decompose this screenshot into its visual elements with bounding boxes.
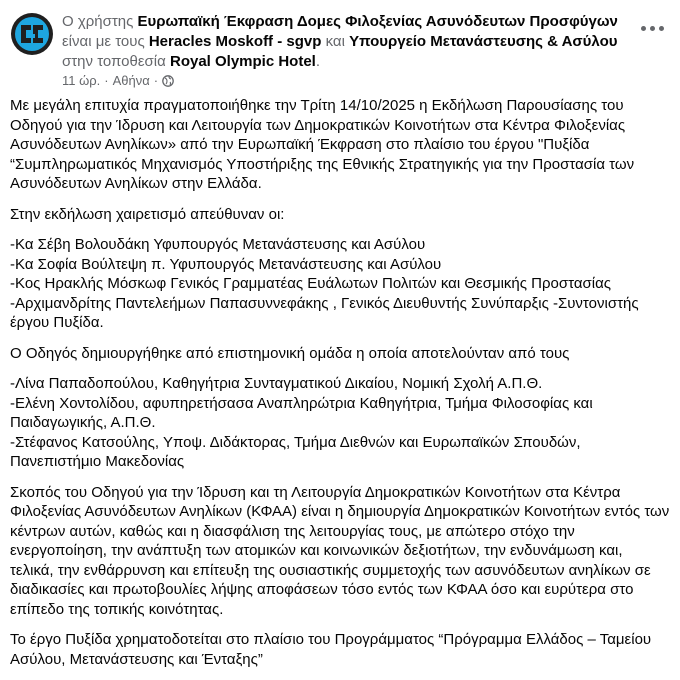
post-meta [62,73,174,88]
more-dot [650,26,655,31]
globe-icon [162,75,174,87]
team-member: -Ελένη Χοντολίδου, αφυπηρετήσασα Αναπληρώτρια Καθηγήτρια, Τμήμα Φιλοσοφίας και Παιδαγωγικής, Α.Π.Θ. [10,394,593,431]
more-dot [659,26,664,31]
team-member: -Λίνα Παπαδοπούλου, Καθηγήτρια Συνταγματικού Δικαίου, Νομική Σχολή Α.Π.Θ. [10,375,543,392]
more-options-icon[interactable] [634,18,670,38]
location-text: στην τοποθεσία [62,53,170,70]
paragraph-team-title: Ο Οδηγός δημιουργήθηκε από επιστημονική ομάδα η οποία αποτελούνταν από τους [10,344,570,362]
post-city: Αθήνα [112,73,150,88]
page-name-link[interactable]: Ευρωπαϊκή Έκφραση Δομες Φιλοξενίας Ασυνόδευτων Προσφύγων [137,13,618,30]
post-body [10,96,670,680]
paragraph-purpose: Σκοπός του Οδηγού για την Ίδρυση και τη Λειτουργία Δημοκρατικών Κοινοτήτων στα Κέντρα Φιλοξενίας Ασυνόδευτων Ανηλίκων (ΚΦΑΑ) είναι η δημιουργία Δημοκρατικών Κοινοτήτων εντός των κέντρων αυτών, καθώς και η διασφάλιση της λειτουργίας τους, με απώτερο στόχο την ενεργοποίηση, την ανάπτυξη των ατομικών και κοινωνικών δεξιοτήτων, την ενδυνάμωση και, τελικά, την ενθάρρυνση και επίτευξη της ουσιαστικής συμμετοχής των ασυνόδευτων ανηλίκων σε διαδικασίες και πρωτοβουλίες λήψης αποφάσεων τόσο εντός των ΚΦΑΑ όσο και ευρύτερα στο επίπεδο της τοπικής κοινότητας. [10,483,670,618]
post-header [10,10,670,92]
and-text: και [321,33,350,50]
page-avatar[interactable] [10,12,54,56]
author-prefix: Ο χρήστης [62,13,138,30]
post-time[interactable]: 11 ώρ. [62,73,101,88]
meta-separator-2: · [153,73,159,88]
with-text: είναι με τους [62,33,149,50]
paragraph-greetings-title: Στην εκδήλωση χαιρετισμό απεύθυναν οι: [10,205,285,223]
team-member: -Στέφανος Κατσούλης, Υποψ. Διδάκτορας, Τμήμα Διεθνών και Ευρωπαϊκών Σπουδών, Πανεπιστήμιο Μακεδονίας [10,433,581,470]
header-period: . [315,53,321,70]
post-author-line [62,12,622,72]
tag-link-1[interactable]: Heracles Moskoff - sgvp [148,33,322,50]
meta-separator: · [104,73,109,88]
speakers-list [10,235,670,333]
paragraph-funding: Το έργο Πυξίδα χρηματοδοτείται στο πλαίσιο του Προγράμματος “Πρόγραμμα Ελλάδος – Ταμείου Ασύλου, Μετανάστευσης και Ένταξης” [10,631,652,668]
speaker-item: -Κος Ηρακλής Μόσκωφ Γενικός Γραμματέας Ευάλωτων Πολιτών και Θεσμικής Προστασίας [10,275,612,292]
tag-link-2[interactable]: Υπουργείο Μετανάστευσης & Ασύλου [349,33,618,50]
speaker-item: -Κα Σέβη Βολουδάκη Υφυπουργός Μετανάστευσης και Ασύλου [10,236,426,253]
more-dot [641,26,646,31]
paragraph-intro: Με μεγάλη επιτυχία πραγματοποιήθηκε την Τρίτη 14/10/2025 η Εκδήλωση Παρουσίασης του Οδηγού για την Ίδρυση και Λειτουργία των Δημοκρατικών Κοινοτήτων στα Κέντρα Φιλοξενίας Ασυνόδευτων Ανηλίκων» από την Ευρωπαϊκή Έκφραση στο πλαίσιο του έργου "Πυξίδα “Συμπληρωματικός Μηχανισμός Υποστήριξης της Εθνικής Στρατηγικής για την Προστασία των Ασυνόδευτων Ανηλίκων στην Ελλάδα. [10,97,635,192]
team-list [10,374,670,472]
location-link[interactable]: Royal Olympic Hotel [169,53,316,70]
speaker-item: -Κα Σοφία Βούλτεψη π. Υφυπουργός Μετανάστευσης και Ασύλου [10,255,442,273]
speaker-item: -Αρχιμανδρίτης Παντελεήμων Παπασυννεφάκης , Γενικός Διευθυντής Συνύπαρξις -Συντονιστής έργου Πυξίδα. [10,294,639,331]
